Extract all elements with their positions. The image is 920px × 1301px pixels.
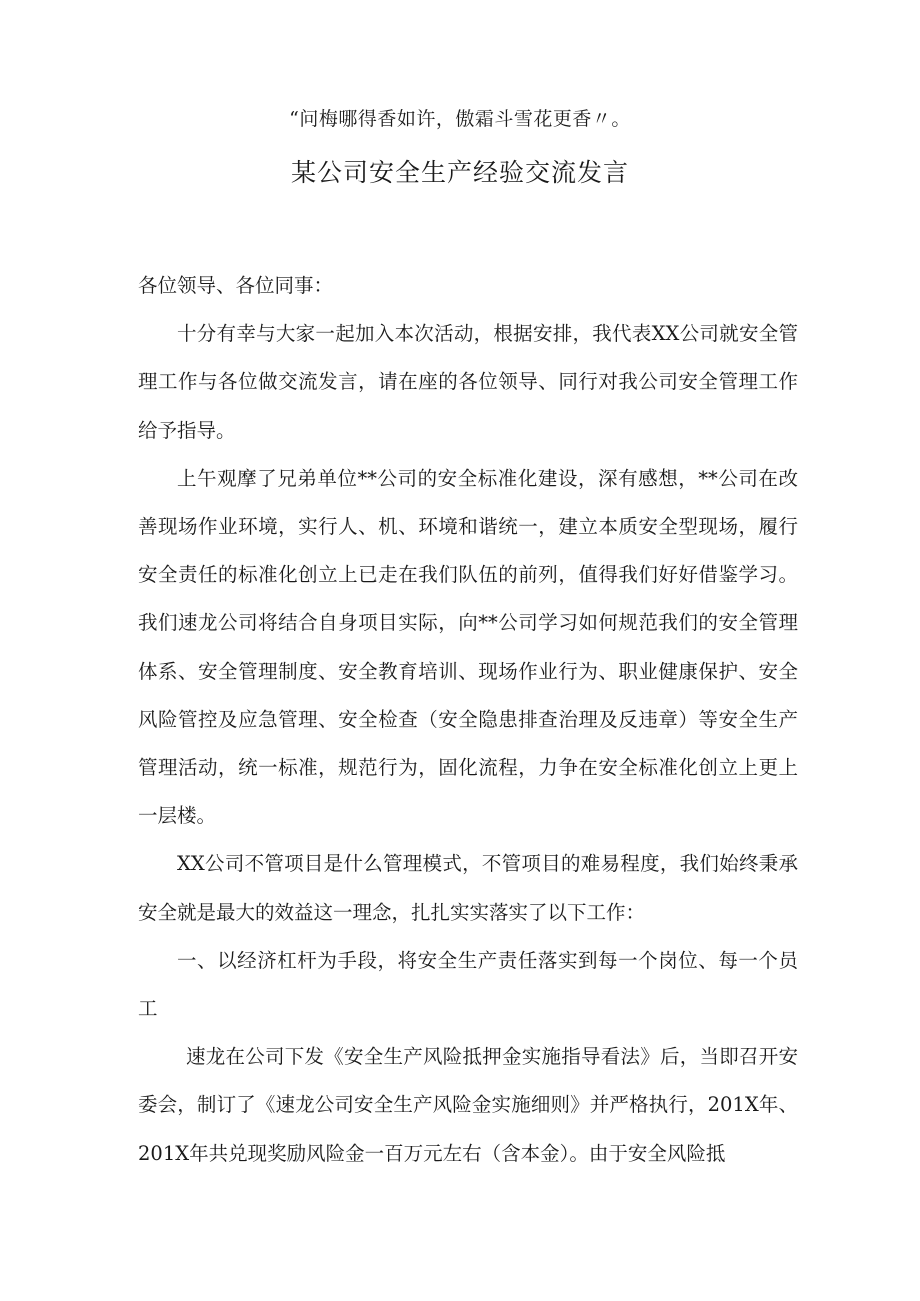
paragraph-philosophy: XX公司不管项目是什么管理模式，不管项目的难易程度，我们始终秉承安全就是最大的效益这一理念，扎扎实实落实了以下工作：: [138, 852, 798, 924]
document-body: [138, 262, 798, 1178]
section-heading-1: 一、以经济杠杆为手段，将安全生产责任落实到每一个岗位、每一个员工: [138, 948, 798, 1021]
salutation: 各位领导、各位同事：: [138, 274, 334, 297]
epigraph: “问梅哪得香如许，傲霜斗雪花更香〃。: [289, 108, 631, 130]
document-title: 某公司安全生产经验交流发言: [290, 158, 629, 187]
paragraph-risk-deposit: 速龙在公司下发《安全生产风险抵押金实施指导看法》后，当即召开安委会，制订了《速龙公司安全生产风险金实施细则》并严格执行，201X年、201X年共兑现奖励风险金一百万元左右（含本金）。由于安全风险抵: [138, 1045, 798, 1165]
paragraph-intro: 十分有幸与大家一起加入本次活动，根据安排，我代表XX公司就安全管理工作与各位做交流发言，请在座的各位领导、同行对我公司安全管理工作给予指导。: [138, 322, 798, 442]
paragraph-observation: 上午观摩了兄弟单位**公司的安全标准化建设，深有感想，**公司在改善现场作业环境，实行人、机、环境和谐统一，建立本质安全型现场，履行安全责任的标准化创立上已走在我们队伍的前列，值得我们好好借鉴学习。我们速龙公司将结合自身项目实际，向**公司学习如何规范我们的安全管理体系、安全管理制度、安全教育培训、现场作业行为、职业健康保护、安全风险管控及应急管理、安全检查（安全隐患排查治理及反违章）等安全生产管理活动，统一标准，规范行为，固化流程，力争在安全标准化创立上更上一层楼。: [138, 466, 798, 828]
